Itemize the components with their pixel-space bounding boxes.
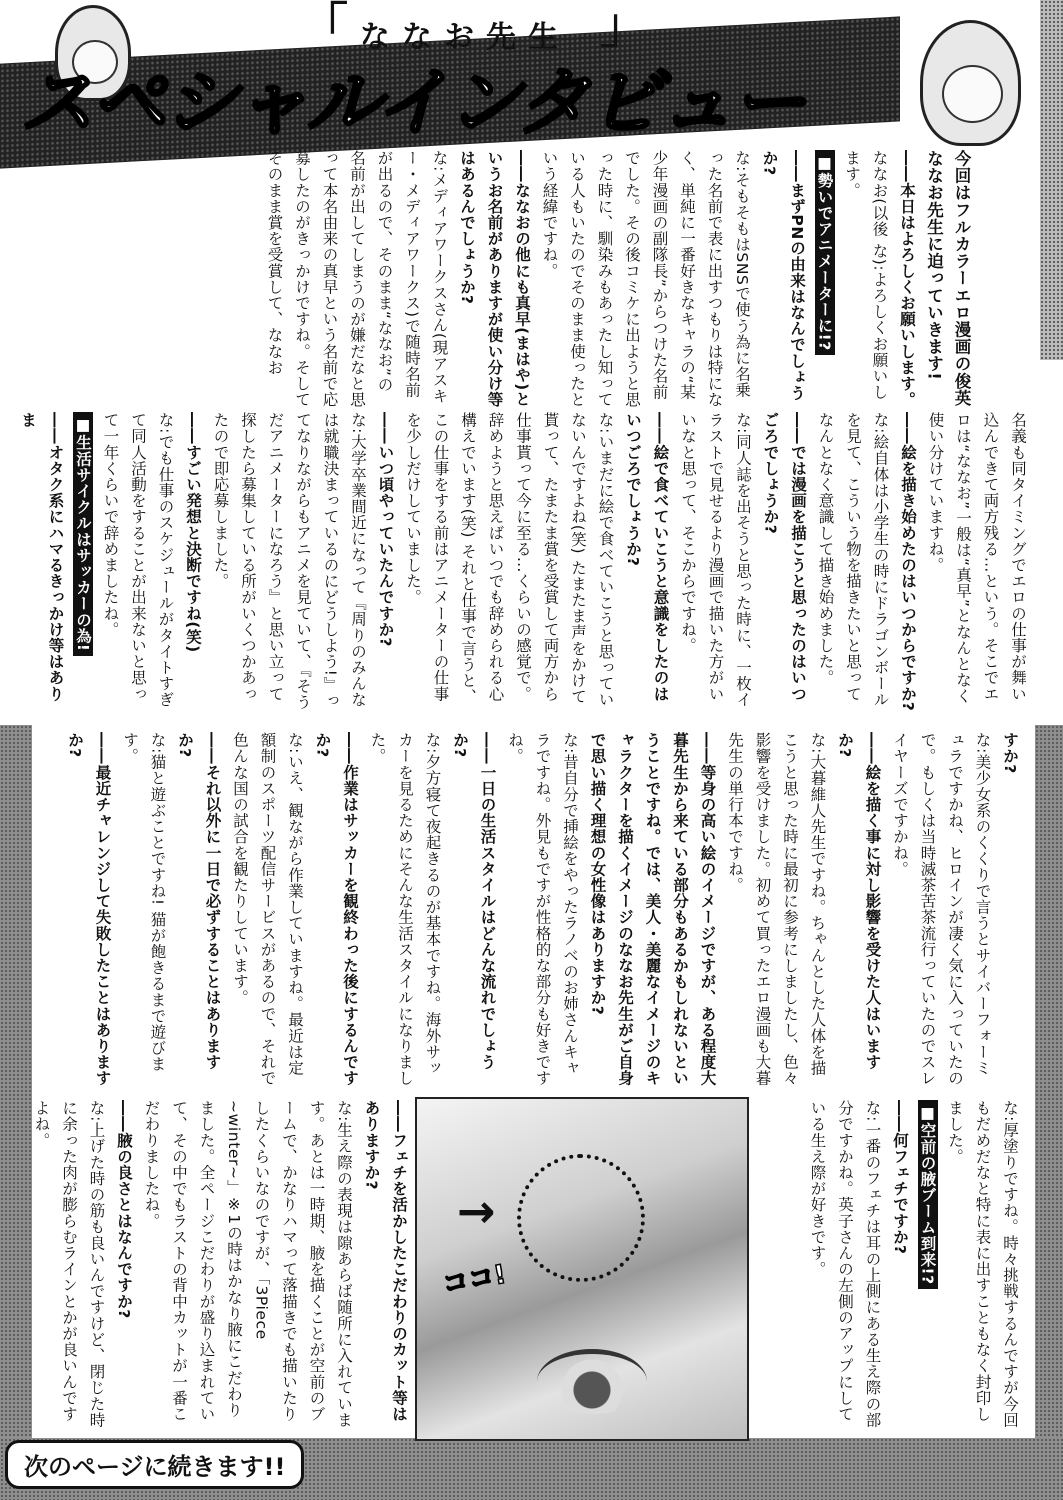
author-avatar-right [920, 20, 1021, 146]
interview-header [0, 0, 1063, 145]
author-answer: な:大学卒業間近になって『周りのみんなは就職決まっているのにどうしよう!』ってなりながらもアニメを見ていて、『そうだアニメーターになろう』と思い立って探したら募集している所がいくつかあったので即応募しました。 [211, 412, 367, 711]
section-heading-label: ■生活サイクルはサッカーの為! [73, 412, 93, 656]
author-answer: な:美少女系のくくりで言うとサイバーフォーミュラですかね、ヒロインが凄く気に入っていたので。もしくは当時滅茶苦茶流行っていたのでスレイヤーズですかね。 [891, 732, 992, 1087]
author-answer: な:厚塗りですね。時々挑戦するんですが今回もだめだなと特に表に出すこともなく封印しました。 [946, 1100, 1019, 1428]
interviewer-question: ――それ以外に一日で必ずすることはありますか? [176, 732, 222, 1071]
author-answer: な:上げた時の筋も良いんですけど、閉じた時に余った肉が膨らむラインとかが良いんですよね。 [32, 1100, 106, 1428]
interviewer-question: すか? [1001, 732, 1019, 774]
interviewer-question: ――いつ頃やっていたんですか? [376, 412, 395, 647]
author-answer: 名義も同タイミングでエロの仕事が舞い込んできて両方残る…という。そこでエロは“ななお”一般は“真早”となんとなく使い分けていますね。 [926, 412, 1027, 705]
author-answer: な:メディアワークスさん(現アスキー・メディアワークス)で随時名前が出るので、そのまま“ななお”の名前が出してしまうのが嫌だなと思って本名由来の真早という名前で応募したのがきっかけですね。そしてそのまま賞を受賞して、ななお [265, 150, 449, 408]
author-answer: な:大暮維人先生ですね。ちゃんとした人体を描こうと思った時に最初に参考にしましたし、色々影響を受けました。初めて買ったエロ漫画も大暮先生の単行本ですね。 [726, 732, 827, 1087]
interviewer-question: ――すごい発想と決断ですね(笑) [184, 412, 202, 653]
author-answer: な:でも仕事のスケジュールがタイトすぎて同人活動をすることが出来ないと思って一年くらいで辞めましたね。 [101, 412, 175, 708]
interviewer-question: ――絵を描き始めたのはいつからですか? [899, 412, 917, 712]
halftone-margin-right [1035, 725, 1063, 1500]
interviewer-question: ――一日の生活スタイルはどんな流れでしょうか? [451, 732, 497, 1071]
author-answer: ななお(以後 な):よろしくお願いします。 [843, 150, 889, 401]
section-heading [913, 1100, 941, 1430]
interviewer-question: ――等身の高い絵のイメージですが、ある程度大暮先生から来ている部分もあるかもしれないということですね。では、美人・美麗なイメージのキャラクターを描くイメージのななお先生がご自身で思い描く理想の女性像はありますか? [588, 732, 717, 1087]
section-heading-label: ■空前の腋ブーム到来!? [918, 1100, 938, 1289]
interviewer-question: ――腋の良さとはなんですか? [115, 1100, 133, 1319]
author-name: ななお先生 [360, 20, 570, 55]
artwork-closeup-image [415, 1097, 749, 1441]
author-answer: な:そもそもはSNSで使う為に名乗った名前で表に出すつもりは特になく、単純に一番好きなキャラの“某少年漫画の副隊長”からつけた名前でした。その後コミケに出ようと思った時に、馴染みもあったし知っている人もいたのでそのまま使ったという経緯ですね。 [540, 150, 751, 408]
title-bracket-close: 」 [600, 0, 649, 54]
author-answer: な:いえ、観ながら作業していますね。最近は定額制のスポーツ配信サービスがあるので、それで色んな国の試合を観たりしています。 [231, 732, 304, 1087]
title-bracket-open: 「 [300, 0, 349, 54]
author-answer: な:猫と遊ぶことですね! 猫が飽きるまで遊びます。 [121, 732, 167, 1073]
interviewer-question: ――フェチを活かしたこだわりのカット等はありますか? [362, 1100, 408, 1422]
section-heading [810, 150, 838, 408]
interviewer-question: ――まずPNの由来はなんでしょうか? [760, 150, 806, 401]
page-title: スペシャルインタビュー [20, 60, 804, 146]
interviewer-question: ――オタク系にハマるきっかけ等はありま [19, 412, 65, 702]
interviewer-question: ――絵で食べていこうと意識をしたのはいつごろでしょうか? [624, 412, 670, 702]
author-answer: な:一番のフェチは耳の上側にある生え際の部分ですかね。英子さんの左側のアップにしている生え際が好きです。 [808, 1100, 882, 1428]
interview-band-3 [38, 732, 1023, 1087]
interviewer-question: ――作業はサッカーを観終わった後にするんですか? [313, 732, 359, 1087]
section-heading-label: ■勢いでアニメーターに!? [815, 150, 835, 355]
section-heading [69, 412, 97, 717]
interview-band-1 [45, 150, 975, 408]
interview-band-4-left [32, 1100, 412, 1430]
callout-label: ココ! [440, 1259, 509, 1301]
author-answer: な:生え際の表現は隙あらば随所に入れています。あとは一時期、腋を描くことが空前のブームで、かなりハマって落描きでも描いたりしたくらいなのですが、「3Piece ~winter~」※1の時はかなり腋にこだわりました。全ページこだわりが盛り込まれていて、その中でもラストの背中カットが一番こだわりましたね。 [142, 1100, 353, 1428]
highlight-circle [517, 1154, 645, 1282]
author-answer: な:同人誌を出そうと思った時に、一枚イラストで見せるより漫画で描いた方がいいなと思って、そこからですね。 [679, 412, 752, 708]
author-answer: な:昔自分で挿絵をやったラノベのお姉さんキャラですね。外見もですが性格的な部分も好きですね。 [506, 732, 579, 1087]
eye-illustration [537, 1349, 647, 1414]
interview-band-2 [19, 412, 1031, 717]
interviewer-question: ――では漫画を描こうと思ったのはいつごろでしょうか? [761, 412, 807, 702]
intro-text: 今回はフルカラーエロ漫画の俊英ななお先生に迫っていきます! [924, 150, 971, 407]
author-answer: な:絵自体は小学生の時にドラゴンボールを見て、こういう物を描きたいと思ってなんとなく意識して描き始めました。 [816, 412, 890, 708]
interviewer-question: ――ななおの他にも真早(まはや)というお名前がありますが使い分け等はあるんでしょうか? [458, 150, 531, 408]
author-answer: な:いまだに絵で食べていこうと思っていないんですよね(笑) たまたま声をかけて貰って、たまたま賞を受賞して両方から仕事貰って今に至る…くらいの感覚で。辞めようと思えばいつでも辞められる心構えでいます(笑) それと仕事で言うと、この仕事をする前はアニメーターの仕事を少しだけしていました。 [404, 412, 615, 708]
interviewer-question: ――本日はよろしくお願いします。 [898, 150, 916, 408]
author-answer: な:夕方寝て夜起きるのが基本ですね。海外サッカーを見るためにそんな生活スタイルになりました。 [368, 732, 442, 1087]
interviewer-question: ――最近チャレンジして失敗したことはありますか? [66, 732, 112, 1087]
arrow-icon: → [457, 1184, 496, 1238]
interview-band-4-right [748, 1100, 1023, 1430]
interviewer-question: ――何フェチですか? [891, 1100, 909, 1255]
interviewer-question: ――絵を描く事に対し影響を受けた人はいますか? [836, 732, 882, 1071]
continued-next-page-banner: 次のページに続きます!! [5, 1440, 304, 1489]
